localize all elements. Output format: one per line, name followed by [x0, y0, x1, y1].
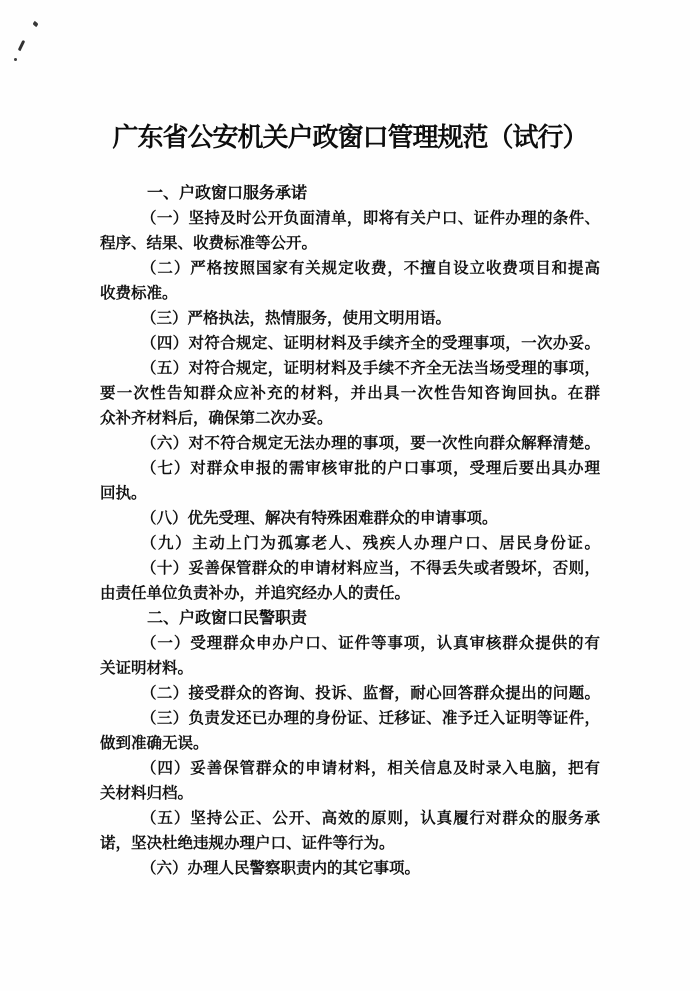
text-line: （三）负责发还已办理的身份证、迁移证、准予迁入证明等证件，: [141, 710, 600, 727]
text-line: 回执。: [100, 485, 147, 502]
page-title: 广东省公安机关户政窗口管理规范（试行）: [112, 122, 588, 152]
text-line: 由责任单位负责补办，并追究经办人的责任。: [100, 585, 411, 602]
text-line: （一）受理群众申办户口、证件等事项，认真审核群众提供的有: [141, 635, 600, 652]
text-line: （四）对符合规定、证明材料及手续齐全的受理事项，一次办妥。: [141, 335, 600, 352]
text-line: 做到准确无误。: [100, 735, 209, 752]
text-line: （六）对不符合规定无法办理的事项，要一次性向群众解释清楚。: [141, 435, 600, 452]
text-line: 关证明材料。: [100, 660, 194, 677]
text-line: （六）办理人民警察职责内的其它事项。: [141, 860, 421, 877]
text-line: （五）对符合规定，证明材料及手续不齐全无法当场受理的事项，: [141, 360, 600, 377]
section-heading: 一、户政窗口服务承诺: [147, 185, 308, 202]
text-line: （八）优先受理、解决有特殊困难群众的申请事项。: [141, 510, 498, 527]
text-line: （十）妥善保管群众的申请材料应当，不得丢失或者毁坏，否则，: [141, 560, 600, 577]
ink-speck-mark: [32, 21, 38, 27]
text-line: （二）接受群众的咨询、投诉、监督，耐心回答群众提出的问题。: [141, 685, 600, 702]
text-line: （五）坚持公正、公开、高效的原则，认真履行对群众的服务承: [141, 810, 600, 827]
text-line: （三）严格执法，热情服务，使用文明用语。: [141, 310, 452, 327]
text-line: （一）坚持及时公开负面清单，即将有关户口、证件办理的条件、: [141, 210, 600, 227]
ink-dot-mark: [14, 58, 17, 61]
document-body: [100, 181, 600, 881]
text-line: 诺，坚决杜绝违规办理户口、证件等行为。: [100, 835, 395, 852]
text-line: 要一次性告知群众应补充的材料，并出具一次性告知咨询回执。在群: [100, 385, 600, 402]
text-line: 程序、结果、收费标准等公开。: [100, 235, 318, 252]
text-line: （七）对群众申报的需审核审批的户口事项，受理后要出具办理: [141, 460, 600, 477]
text-line: 关材料归档。: [100, 785, 194, 802]
text-line: （九）主动上门为孤寡老人、残疾人办理户口、居民身份证。: [141, 535, 600, 552]
text-line: （二）严格按照国家有关规定收费，不擅自设立收费项目和提高: [141, 260, 600, 277]
text-line: 收费标准。: [100, 285, 178, 302]
pen-stroke-mark: [18, 40, 26, 51]
section-heading: 二、户政窗口民警职责: [147, 610, 308, 627]
text-line: 众补齐材料后，确保第二次办妥。: [100, 410, 333, 427]
text-line: （四）妥善保管群众的申请材料，相关信息及时录入电脑，把有: [141, 760, 600, 777]
